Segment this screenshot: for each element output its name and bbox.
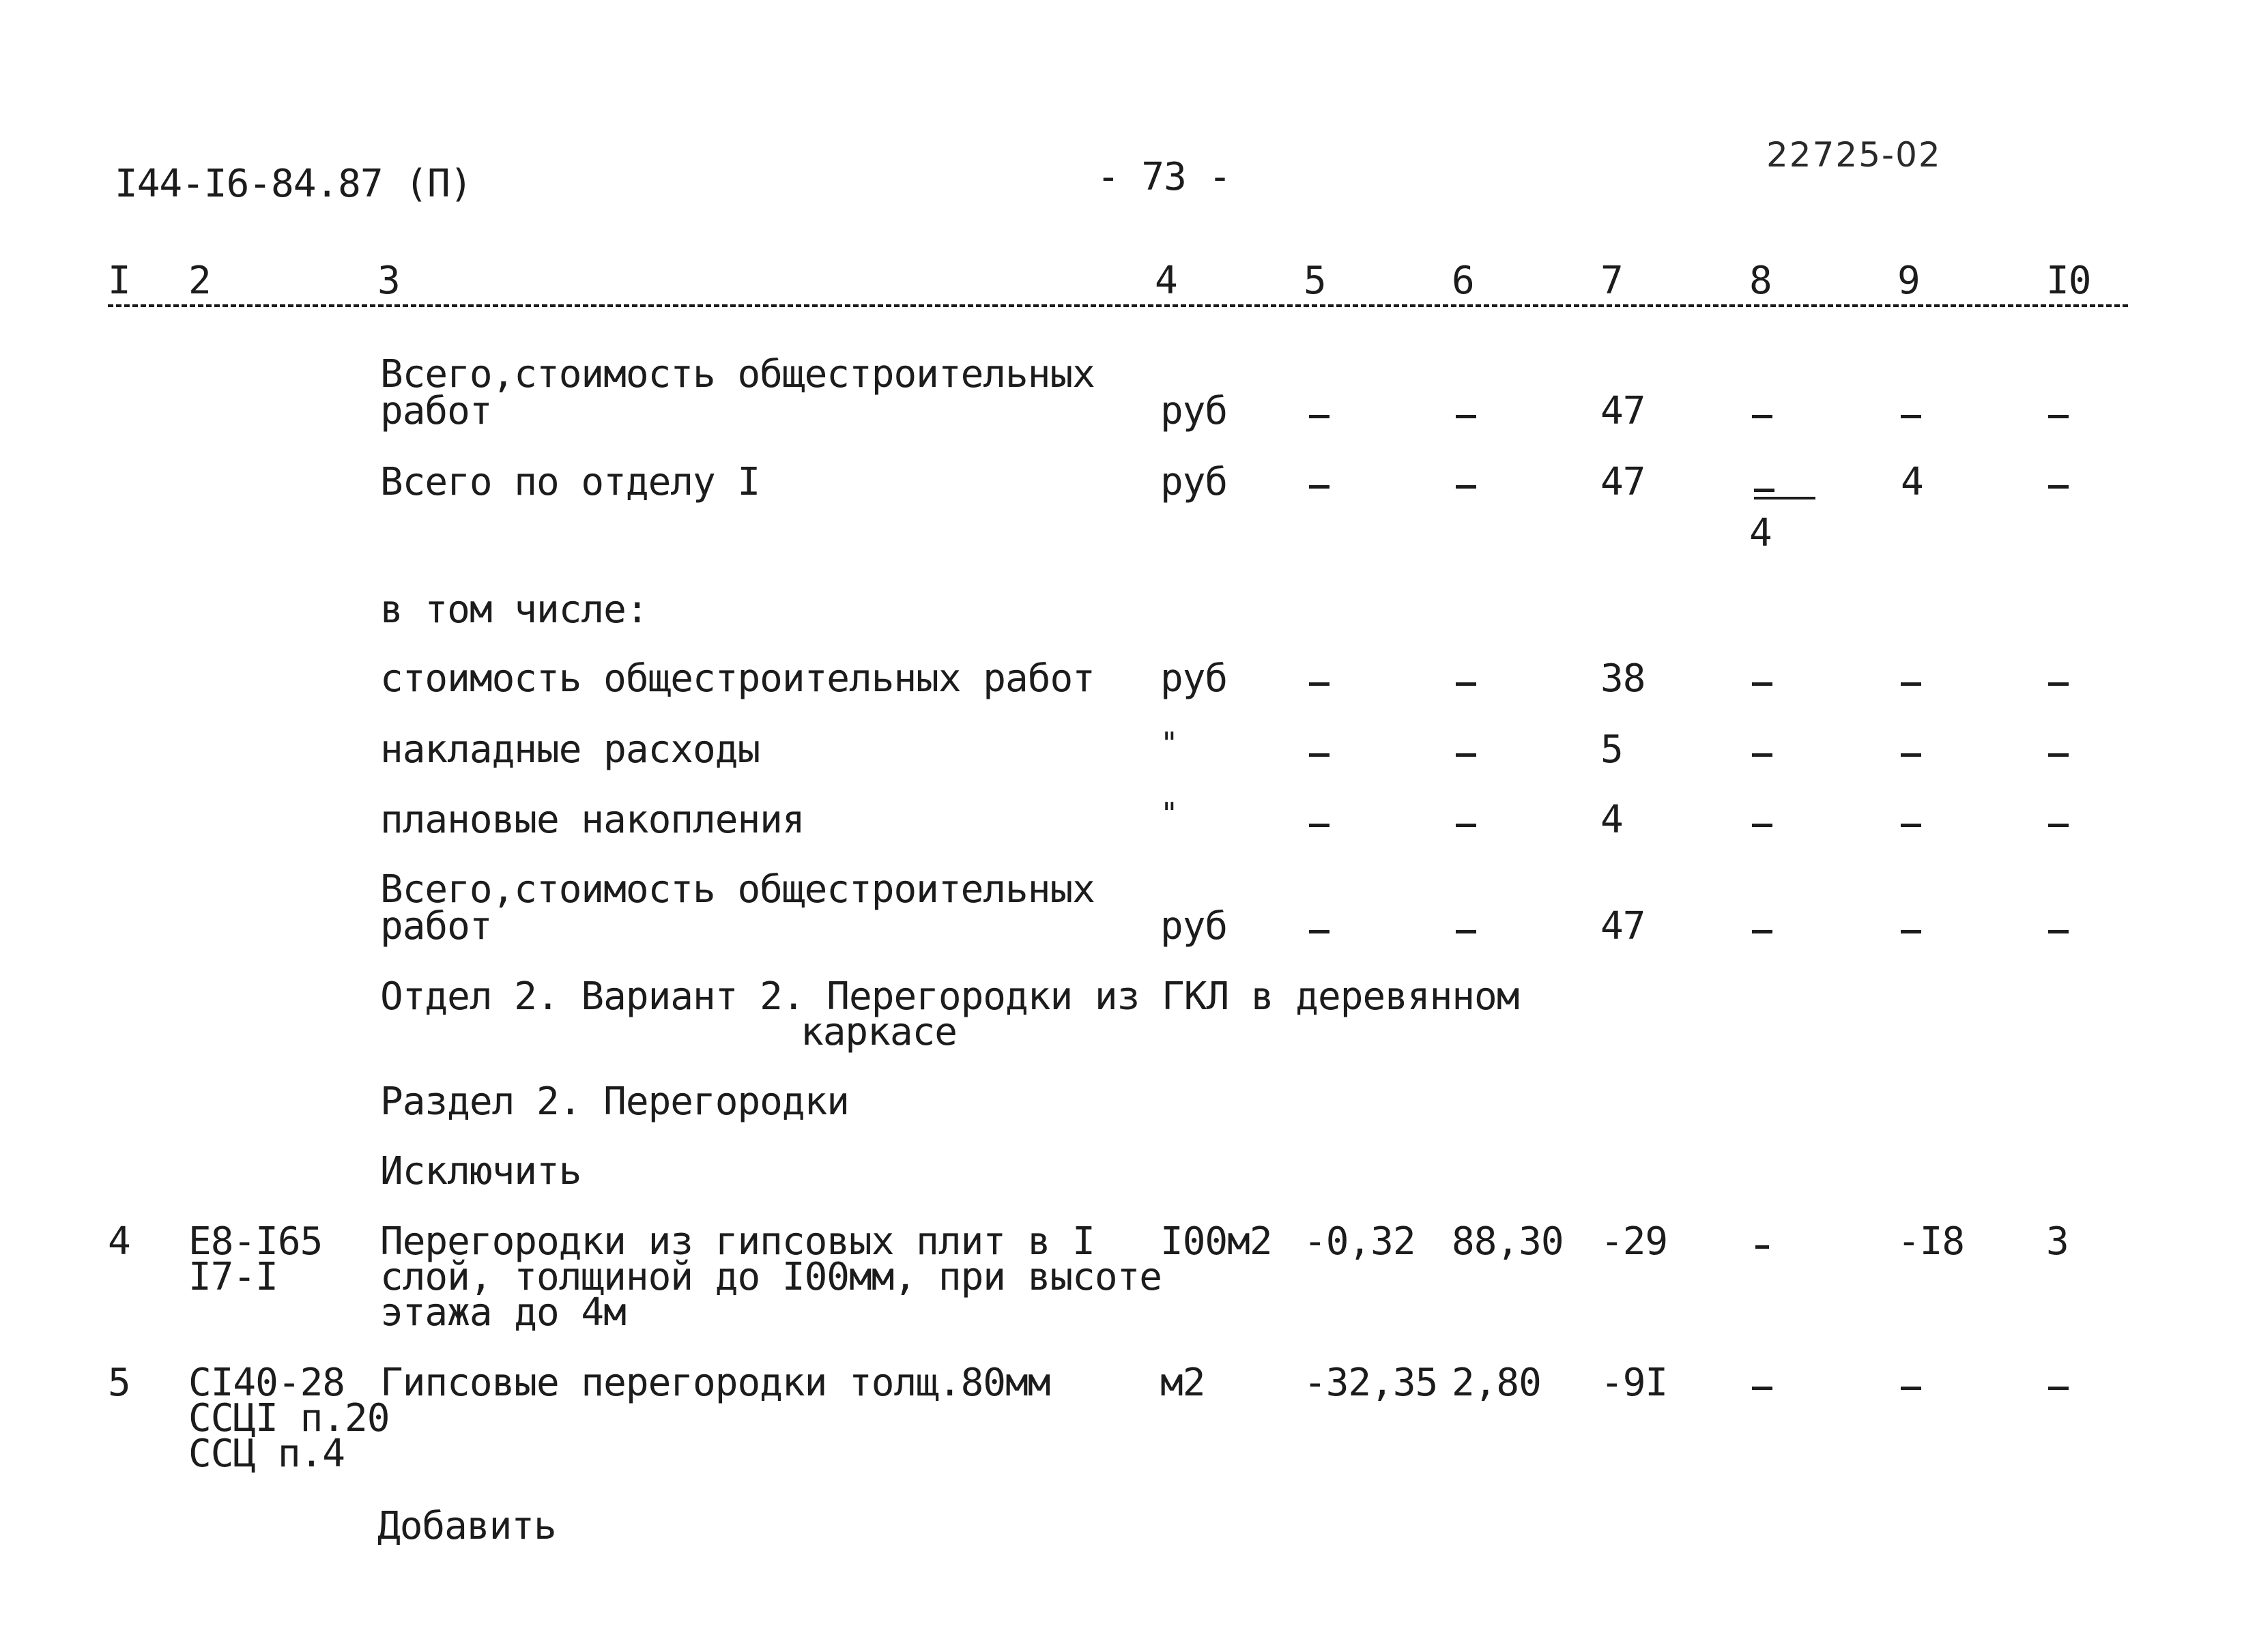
column-header-3: 3 bbox=[377, 259, 400, 303]
add-label: Добавить bbox=[377, 1504, 556, 1548]
column-header-5: 5 bbox=[1304, 259, 1326, 303]
row-item4-col7: -29 bbox=[1600, 1219, 1668, 1264]
row-item4-col9: -I8 bbox=[1897, 1219, 1965, 1264]
row-planned-savings-text: плановые накопления bbox=[380, 798, 805, 842]
row-item4-col5: -0,32 bbox=[1304, 1219, 1415, 1264]
row-overhead-text: накладные расходы bbox=[380, 727, 760, 772]
row-item4-code-line1: E8-I65 bbox=[188, 1219, 323, 1264]
dash-mark bbox=[1752, 930, 1772, 933]
row-item4-col6: 88,30 bbox=[1452, 1219, 1564, 1264]
column-header-2: 2 bbox=[188, 259, 211, 303]
dash-mark bbox=[1309, 485, 1329, 489]
column-header-9: 9 bbox=[1897, 259, 1920, 303]
fraction-bar bbox=[1754, 497, 1815, 499]
row-item5-code-line1: CI40-28 bbox=[188, 1361, 345, 1405]
dash-mark bbox=[1456, 485, 1476, 489]
dash-mark bbox=[2048, 753, 2069, 757]
dash-mark bbox=[1309, 824, 1329, 827]
dash-mark bbox=[1309, 930, 1329, 933]
dash-mark bbox=[1456, 682, 1476, 686]
row-total2-text-line1: Всего,стоимость общестроительных bbox=[380, 867, 1095, 912]
dash-mark bbox=[1901, 1387, 1921, 1390]
department-heading-line2: каркасе bbox=[801, 1010, 958, 1054]
dash-mark bbox=[1309, 753, 1329, 757]
dash-mark bbox=[1754, 489, 1774, 492]
department-heading-line1: Отдел 2. Вариант 2. Перегородки из ГКЛ в деревянном bbox=[380, 974, 1519, 1019]
row-item5-text: Гипсовые перегородки толщ.80мм bbox=[380, 1361, 1050, 1405]
row-item5-code-line3: ССЦ п.4 bbox=[188, 1432, 345, 1476]
row-item5-col5: -32,35 bbox=[1304, 1361, 1438, 1405]
dash-mark bbox=[1901, 930, 1921, 933]
handwritten-stamp: 22725-02 bbox=[1766, 135, 1942, 175]
dash-mark bbox=[1755, 1245, 1769, 1249]
row-planned-savings-unit: " bbox=[1160, 796, 1178, 831]
row-item4-text-line1: Перегородки из гипсовых плит в I bbox=[380, 1219, 1095, 1264]
row-total-text-line1: Всего,стоимость общестроительных bbox=[380, 352, 1095, 396]
row-item4-unit: I00м2 bbox=[1160, 1219, 1272, 1264]
row-dept-total-text: Всего по отделу I bbox=[380, 460, 760, 504]
dash-mark bbox=[1456, 415, 1476, 418]
column-header-4: 4 bbox=[1155, 259, 1177, 303]
document-code: I44-I6-84.87 (П) bbox=[115, 162, 472, 206]
dash-mark bbox=[1456, 824, 1476, 827]
dash-mark bbox=[2048, 824, 2069, 827]
row-construction-cost-value: 38 bbox=[1600, 656, 1645, 701]
row-total-value: 47 bbox=[1600, 389, 1645, 433]
dash-mark bbox=[1456, 753, 1476, 757]
column-header-6: 6 bbox=[1452, 259, 1474, 303]
dash-mark bbox=[1901, 415, 1921, 418]
dash-mark bbox=[1456, 930, 1476, 933]
dash-mark bbox=[1752, 1387, 1772, 1390]
row-item4-code-line2: I7-I bbox=[188, 1255, 278, 1299]
row-overhead-value: 5 bbox=[1600, 727, 1623, 772]
row-item5-col6: 2,80 bbox=[1452, 1361, 1541, 1405]
column-header-8: 8 bbox=[1749, 259, 1772, 303]
dash-mark bbox=[1309, 415, 1329, 418]
row-item5-col7: -9I bbox=[1600, 1361, 1668, 1405]
row-overhead-unit: " bbox=[1160, 726, 1178, 761]
column-header-1: I bbox=[108, 259, 130, 303]
dash-mark bbox=[1752, 824, 1772, 827]
row-item4-text-line2: слой, толщиной до I00мм, при высоте bbox=[380, 1255, 1162, 1299]
row-construction-cost-unit: руб bbox=[1160, 656, 1228, 701]
row-construction-cost-text: стоимость общестроительных работ bbox=[380, 656, 1095, 701]
row-item5-code-line2: ССЦI п.20 bbox=[188, 1396, 390, 1440]
row-item4-col10: 3 bbox=[2046, 1219, 2069, 1264]
exclude-label: Исключить bbox=[380, 1149, 581, 1193]
header-dashed-rule bbox=[108, 304, 2128, 307]
row-total-text-line2: работ bbox=[380, 389, 492, 433]
dash-mark bbox=[2048, 485, 2069, 489]
dash-mark bbox=[1752, 415, 1772, 418]
including-label: в том числе: bbox=[380, 588, 648, 632]
row-total-unit: руб bbox=[1160, 389, 1228, 433]
dash-mark bbox=[2048, 1387, 2069, 1390]
dash-mark bbox=[1752, 753, 1772, 757]
dash-mark bbox=[1901, 753, 1921, 757]
row-dept-total-col9: 4 bbox=[1901, 460, 1923, 504]
row-item5-unit: м2 bbox=[1160, 1361, 1205, 1405]
page-number: - 73 - bbox=[1097, 155, 1231, 199]
row-total2-unit: руб bbox=[1160, 904, 1228, 948]
column-header-7: 7 bbox=[1600, 259, 1623, 303]
row-dept-total-fraction: 4 bbox=[1749, 511, 1772, 555]
row-dept-total-unit: руб bbox=[1160, 460, 1228, 504]
row-total2-value: 47 bbox=[1600, 904, 1645, 948]
row-item4-text-line3: этажа до 4м bbox=[380, 1290, 626, 1335]
dash-mark bbox=[1901, 682, 1921, 686]
dash-mark bbox=[1309, 682, 1329, 686]
dash-mark bbox=[2048, 415, 2069, 418]
dash-mark bbox=[1901, 824, 1921, 827]
dash-mark bbox=[2048, 930, 2069, 933]
row-planned-savings-value: 4 bbox=[1600, 798, 1623, 842]
row-dept-total-value: 47 bbox=[1600, 460, 1645, 504]
column-header-10: I0 bbox=[2046, 259, 2091, 303]
row-item4-number: 4 bbox=[108, 1219, 130, 1264]
dash-mark bbox=[1752, 682, 1772, 686]
row-item5-number: 5 bbox=[108, 1361, 130, 1405]
row-total2-text-line2: работ bbox=[380, 904, 492, 948]
section-heading: Раздел 2. Перегородки bbox=[380, 1079, 850, 1124]
dash-mark bbox=[2048, 682, 2069, 686]
